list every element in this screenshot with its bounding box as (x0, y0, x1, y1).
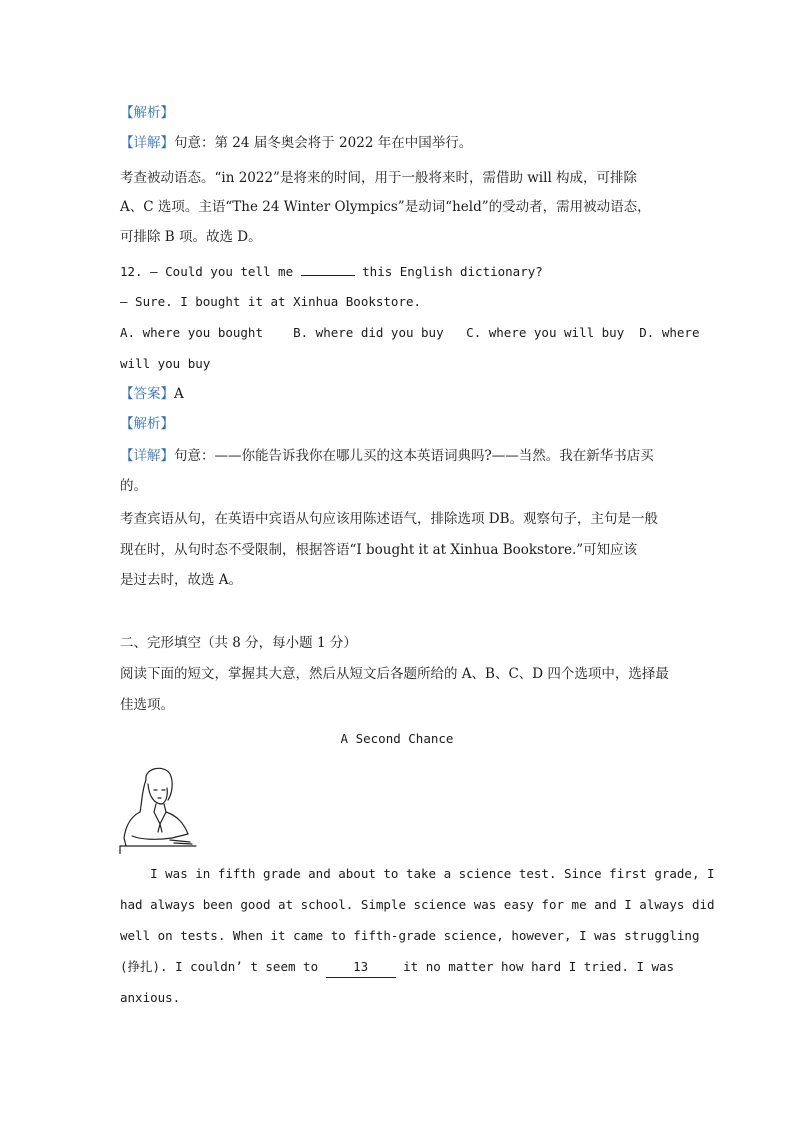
passage-line-4-suffix: it no matter how hard I tried. I was (403, 959, 675, 974)
answer-blank (301, 261, 355, 276)
cloze-blank-13: 13 (326, 957, 396, 978)
passage-line-4-prefix: (挣扎). I couldn’ t seem to (120, 959, 319, 974)
passage-line-2: had always been good at school. Simple science was easy for me and I always did (120, 897, 715, 912)
q12-detail-text-2: 的。 (120, 478, 147, 494)
passage-line-4 (120, 957, 674, 978)
jiexi-tag: 【解析】 (120, 105, 174, 121)
q12-detail (120, 446, 654, 466)
q12-answer (120, 384, 184, 404)
q12-options-line-2: will you buy (120, 356, 211, 371)
detail-text: 句意：第 24 届冬奥会将于 2022 年在中国举行。 (174, 135, 473, 151)
answer-value: A (174, 386, 184, 402)
q12-analysis-line-3: 是过去时，故选 A。 (120, 572, 243, 588)
q12-stem-suffix: this English dictionary? (362, 264, 543, 279)
q12-detail-text-1: 句意：——你能告诉我你在哪儿买的这本英语词典吗?——当然。我在新华书店买 (174, 448, 654, 464)
q12-analysis-line-2: 现在时，从句时态不受限制，根据答语“I bought it at Xinhua Bookstore.”可知应该 (120, 542, 638, 558)
passage-title: A Second Chance (340, 731, 454, 746)
q11-analysis-line-2: A、C 选项。主语“The 24 Winter Olympics”是动词“held”的受动者，需用被动语态， (120, 199, 651, 215)
q12-stem (120, 261, 543, 282)
passage-line-5: anxious. (120, 990, 181, 1005)
q12-analysis-line-1: 考查宾语从句，在英语中宾语从句应该用陈述语气，排除选项 DB。观察句子，主句是一般 (120, 511, 659, 527)
q12-stem-prefix: 12. — Could you tell me (120, 264, 294, 279)
section-heading: 二、完形填空（共 8 分，每小题 1 分） (120, 635, 357, 651)
q11-detail (120, 133, 472, 153)
q11-analysis-line-3: 可排除 B 项。故选 D。 (120, 229, 262, 245)
q12-jiexi-tag: 【解析】 (120, 416, 174, 432)
detail-tag: 【详解】 (120, 135, 174, 151)
q12-detail-tag: 【详解】 (120, 448, 174, 464)
instruction-line-2: 佳选项。 (120, 697, 174, 713)
girl-reading-illustration (118, 762, 198, 854)
instruction-line-1: 阅读下面的短文，掌握其大意，然后从短文后各题所给的 A、B、C、D 四个选项中，选择最 (120, 666, 669, 682)
q11-analysis-line-1: 考查被动语态。“in 2022”是将来的时间，用于一般将来时，需借助 will 构成，可排除 (120, 170, 638, 186)
answer-tag: 【答案】 (120, 386, 174, 402)
q12-reply: — Sure. I bought it at Xinhua Bookstore. (120, 294, 422, 309)
passage-line-3: well on tests. When it came to fifth-grade science, however, I was struggling (120, 928, 700, 943)
q12-options-line-1: A. where you bought B. where did you buy C. where you will buy D. where (120, 325, 700, 340)
passage-line-1: I was in fifth grade and about to take a science test. Since first grade, I (120, 866, 715, 881)
